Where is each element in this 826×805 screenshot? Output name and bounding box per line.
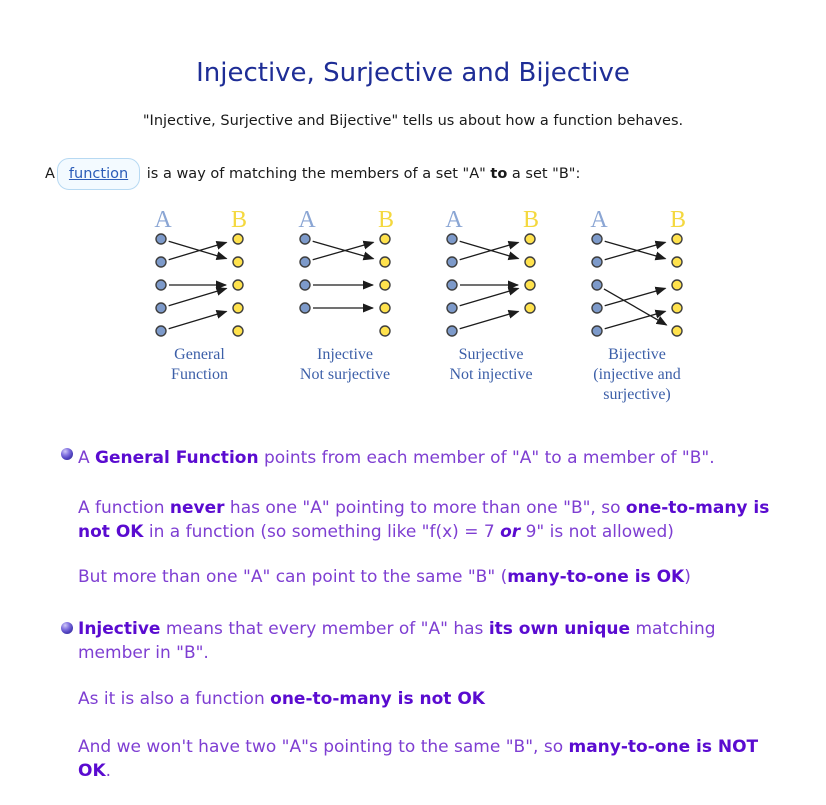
set-a-dot — [156, 326, 166, 336]
set-b-dot — [672, 257, 682, 267]
set-b-dot — [672, 280, 682, 290]
set-a-dot — [300, 303, 310, 313]
set-a-dot — [300, 280, 310, 290]
diagram-panel-surjective-not-injective — [445, 207, 539, 383]
intro-paragraph — [45, 158, 580, 190]
set-a-letter: A — [298, 207, 316, 233]
set-b-dot — [525, 257, 535, 267]
set-b-dot — [233, 303, 243, 313]
mapping-arrow — [169, 241, 227, 258]
diagram-caption: Not surjective — [299, 366, 391, 383]
set-b-dot — [525, 234, 535, 244]
diagram-caption: General — [174, 346, 225, 363]
diagram-caption: (injective and — [593, 366, 681, 383]
set-b-letter: B — [669, 207, 687, 233]
set-b-dot — [672, 234, 682, 244]
set-b-dot — [233, 280, 243, 290]
set-a-dot — [592, 280, 602, 290]
intro-post: a set "B": — [507, 166, 581, 182]
intro-mid: is a way of matching the members of a set "A" — [142, 166, 491, 182]
set-a-dot — [447, 234, 457, 244]
paragraph-also-function: As it is also a function one-to-many is not OK — [78, 689, 485, 709]
set-b-dot — [380, 303, 390, 313]
mapping-arrow — [169, 288, 227, 305]
set-b-dot — [525, 280, 535, 290]
mapping-arrow — [460, 311, 519, 328]
mapping-arrow — [605, 311, 666, 328]
mapping-arrow — [313, 241, 374, 258]
diagram-caption: Surjective — [458, 346, 524, 363]
paragraph-never-one-to-many: A function never has one "A" pointing to more than one "B", so one-to-many is not OK in a function (so something like "f(x) = 7 or 9" is not allowed) — [78, 498, 770, 542]
intro-pre: A — [45, 166, 55, 182]
mapping-arrow — [460, 242, 519, 259]
set-a-dot — [300, 234, 310, 244]
set-b-dot — [380, 234, 390, 244]
diagram-caption: surjective) — [603, 386, 671, 403]
set-b-dot — [233, 326, 243, 336]
set-b-letter: B — [522, 207, 540, 233]
set-b-dot — [672, 303, 682, 313]
diagram-caption: Injective — [317, 346, 373, 363]
set-a-dot — [592, 234, 602, 244]
diagram-caption: Not injective — [449, 366, 533, 383]
set-b-dot — [380, 257, 390, 267]
set-a-dot — [447, 326, 457, 336]
set-a-letter: A — [590, 207, 608, 233]
set-a-dot — [592, 303, 602, 313]
mapping-arrow — [460, 288, 519, 305]
function-link-pill — [57, 158, 140, 190]
mapping-arrow — [605, 241, 666, 258]
diagram-caption: Function — [171, 366, 228, 383]
set-a-dot — [447, 257, 457, 267]
set-a-dot — [447, 280, 457, 290]
mapping-arrow — [605, 288, 666, 305]
paragraph-many-to-one-ok: But more than one "A" can point to the same "B" (many-to-one is OK) — [78, 567, 691, 587]
set-b-dot — [233, 234, 243, 244]
set-a-dot — [592, 326, 602, 336]
bullet-sphere-icon — [61, 448, 73, 460]
mapping-arrow — [313, 242, 374, 259]
function-mapping-diagrams — [0, 195, 826, 410]
mapping-arrow — [460, 241, 519, 258]
set-b-dot — [672, 326, 682, 336]
set-a-dot — [156, 257, 166, 267]
set-a-dot — [156, 280, 166, 290]
bullet-sphere-icon — [61, 622, 73, 634]
set-a-dot — [447, 303, 457, 313]
page-title: Injective, Surjective and Bijective — [196, 58, 630, 88]
diagram-panel-injective-not-surjective — [298, 207, 394, 383]
set-a-dot — [592, 257, 602, 267]
diagram-caption: Bijective — [608, 346, 666, 363]
mapping-arrow — [169, 311, 227, 328]
set-a-letter: A — [154, 207, 172, 233]
set-b-letter: B — [230, 207, 248, 233]
set-b-dot — [380, 326, 390, 336]
set-b-dot — [380, 280, 390, 290]
paragraph-many-to-one-not-ok: And we won't have two "A"s pointing to the same "B", so many-to-one is NOT OK. — [78, 737, 759, 781]
subtitle: "Injective, Surjective and Bijective" tells us about how a function behaves. — [142, 113, 684, 129]
function-link[interactable]: function — [68, 166, 129, 182]
set-a-dot — [156, 303, 166, 313]
set-a-dot — [300, 257, 310, 267]
set-b-dot — [233, 257, 243, 267]
mapping-arrow — [169, 242, 227, 259]
paragraph-injective-definition: Injective means that every member of "A" has its own unique matching member in "B". — [78, 619, 716, 663]
set-b-letter: B — [377, 207, 395, 233]
diagram-panel-bijective — [590, 207, 686, 403]
set-b-dot — [525, 303, 535, 313]
set-a-letter: A — [445, 207, 463, 233]
diagram-panel-general-function — [154, 207, 247, 383]
mapping-arrow — [605, 242, 666, 259]
intro-bold-to: to — [490, 166, 508, 182]
paragraph-general-function: A General Function points from each member of "A" to a member of "B". — [78, 448, 715, 468]
set-a-dot — [156, 234, 166, 244]
